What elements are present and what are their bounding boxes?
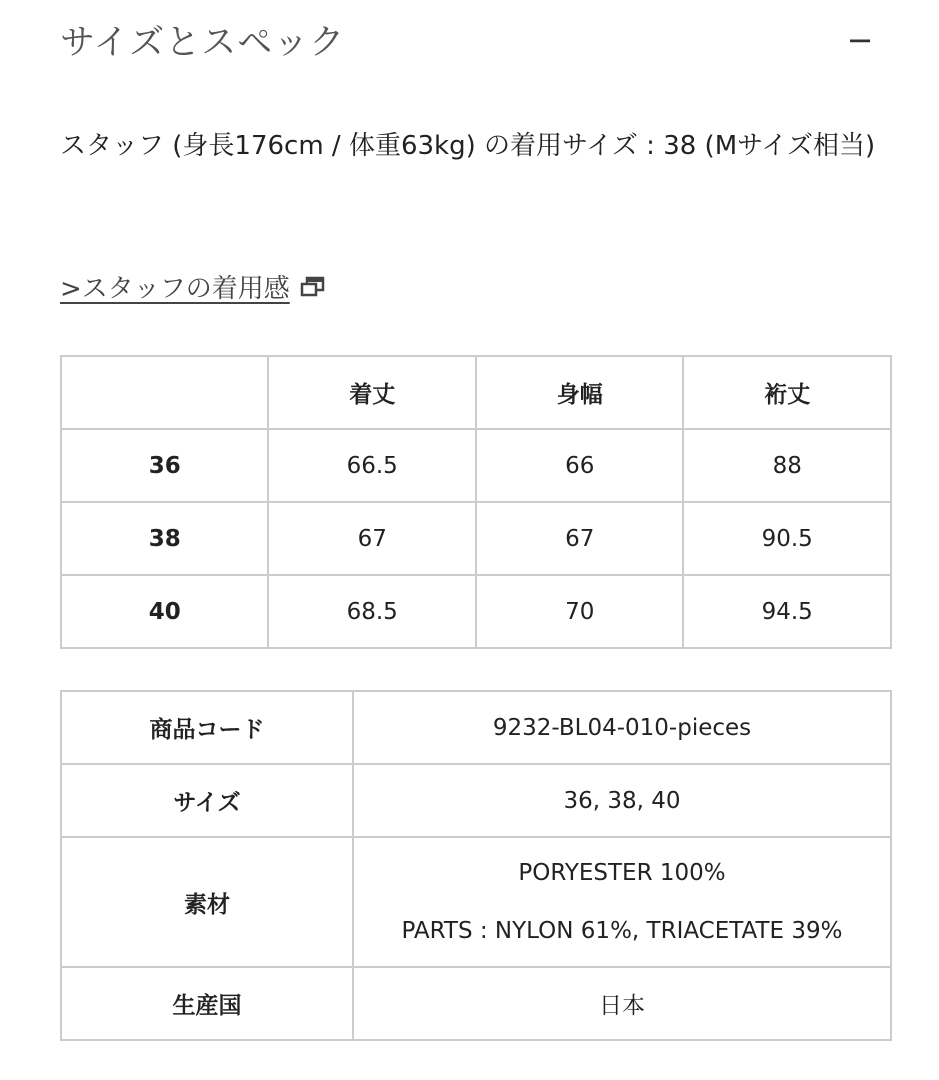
table-row — [61, 575, 891, 648]
table-row — [61, 691, 891, 764]
header-sleeve: 裄丈 — [683, 356, 891, 429]
staff-link-row — [60, 268, 326, 305]
header-width: 身幅 — [476, 356, 683, 429]
spec-table — [60, 690, 892, 1041]
size-table — [60, 355, 892, 649]
material-line-1: PORYESTER 100% — [518, 860, 726, 886]
table-row — [61, 429, 891, 502]
external-window-icon[interactable] — [300, 276, 326, 298]
staff-size-note: スタッフ (身長176cm / 体重63kg) の着用サイズ : 38 (Mサイズ相当) — [60, 131, 876, 161]
table-row — [61, 837, 891, 967]
width-value: 70 — [476, 575, 683, 648]
size-label: 38 — [61, 502, 268, 575]
material-value — [353, 837, 891, 967]
length-value: 68.5 — [268, 575, 476, 648]
length-value: 67 — [268, 502, 476, 575]
staff-fit-link[interactable]: >スタッフの着用感 — [60, 274, 290, 304]
product-code-value: 9232-BL04-010-pieces — [353, 691, 891, 764]
table-row — [61, 502, 891, 575]
header-length: 着丈 — [268, 356, 476, 429]
sleeve-value: 90.5 — [683, 502, 891, 575]
sleeve-value: 94.5 — [683, 575, 891, 648]
size-table-corner — [61, 356, 268, 429]
origin-value: 日本 — [353, 967, 891, 1040]
size-label: 36 — [61, 429, 268, 502]
origin-label: 生産国 — [61, 967, 353, 1040]
size-table-header-row — [61, 356, 891, 429]
material-label: 素材 — [61, 837, 353, 967]
width-value: 66 — [476, 429, 683, 502]
size-label: 40 — [61, 575, 268, 648]
sizes-value: 36, 38, 40 — [353, 764, 891, 837]
collapse-icon[interactable]: − — [846, 21, 874, 59]
table-row — [61, 967, 891, 1040]
width-value: 67 — [476, 502, 683, 575]
material-line-2: PARTS : NYLON 61%, TRIACETATE 39% — [401, 918, 843, 944]
section-header[interactable] — [60, 12, 880, 68]
sizes-label: サイズ — [61, 764, 353, 837]
product-code-label: 商品コード — [61, 691, 353, 764]
sleeve-value: 88 — [683, 429, 891, 502]
table-row — [61, 764, 891, 837]
length-value: 66.5 — [268, 429, 476, 502]
section-title: サイズとスペック — [60, 23, 346, 63]
